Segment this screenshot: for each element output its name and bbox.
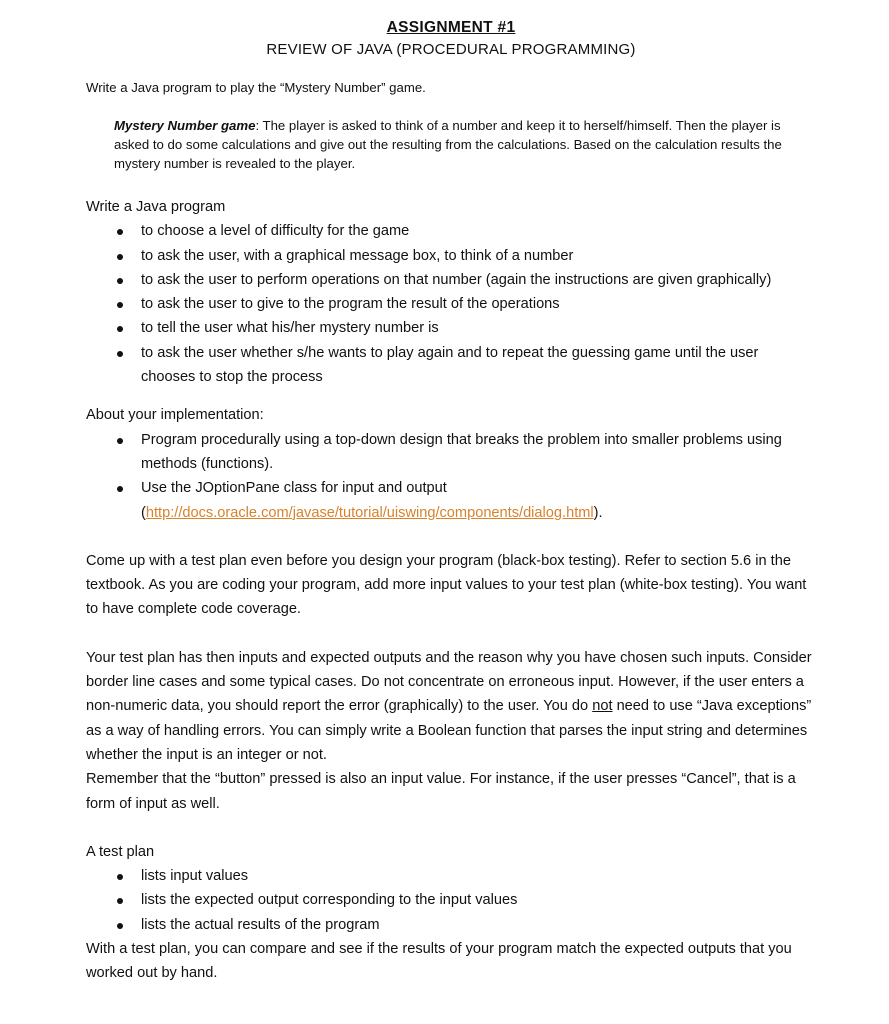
- game-description-label: Mystery Number game: [114, 118, 256, 133]
- game-description: [114, 116, 784, 173]
- testplan-closing: With a test plan, you can compare and see if the results of your program match the expected outputs that you worked out by hand.: [86, 941, 792, 982]
- link-close-paren: ).: [593, 504, 603, 521]
- document-page: [86, 18, 816, 986]
- assignment-subtitle: REVIEW OF JAVA (PROCEDURAL PROGRAMMING): [266, 41, 636, 58]
- testplan-list: [86, 864, 816, 937]
- list-item: Program procedurally using a top-down design that breaks the problem into smaller problems using methods (functions).: [86, 428, 806, 477]
- assignment-title: ASSIGNMENT #1: [386, 19, 516, 36]
- list-item: to ask the user to give to the program the result of the operations: [86, 292, 806, 316]
- implementation-heading: About your implementation:: [86, 407, 264, 424]
- testplan-heading: A test plan: [86, 843, 155, 860]
- joptionpane-text: Use the JOptionPane class for input and output: [141, 480, 447, 497]
- list-item: to ask the user whether s/he wants to play again and to repeat the guessing game until the user chooses to stop the process: [86, 341, 806, 390]
- test-inputs-text-b: need to use “Java exceptions” as a way of handling errors. You can simply write a Boolean function that parses the input string and determines whether the input is an integer or not.: [86, 698, 812, 763]
- button-input-paragraph: Remember that the “button” pressed is also an input value. For instance, if the user presses “Cancel”, that is a form of input as well.: [86, 771, 796, 812]
- list-item: to ask the user to perform operations on that number (again the instructions are given graphically): [86, 268, 806, 292]
- program-heading: Write a Java program: [86, 199, 226, 215]
- list-item: [86, 476, 806, 525]
- list-item: lists the actual results of the program: [86, 913, 806, 937]
- emphasis-not: not: [592, 698, 613, 715]
- list-item: lists the expected output corresponding to the input values: [86, 888, 806, 912]
- oracle-dialog-link[interactable]: http://docs.oracle.com/javase/tutorial/uiswing/components/dialog.html: [145, 504, 594, 521]
- intro-text: Write a Java program to play the “Mystery Number” game.: [86, 80, 426, 95]
- list-item: to ask the user, with a graphical message box, to think of a number: [86, 244, 806, 268]
- implementation-list: [86, 428, 816, 525]
- game-description-text: : The player is asked to think of a number and keep it to herself/himself. Then the player is asked to do some calculations and give out the resulting from the calculations. Based on the calculation results the mystery number is revealed to the player.: [114, 118, 782, 171]
- list-item: lists input values: [86, 864, 806, 888]
- test-inputs-paragraph: [86, 646, 816, 767]
- test-inputs-text-a: Your test plan has then inputs and expected outputs and the reason why you have chosen such inputs. Consider border line cases and some typical cases. Do not concentrate on erroneous input. However, if the user enters a non-numeric data, you should report the error (graphically) to the user. You do: [86, 649, 812, 715]
- program-requirements-list: [86, 219, 816, 389]
- list-item: to choose a level of difficulty for the game: [86, 219, 806, 243]
- test-plan-paragraph: Come up with a test plan even before you design your program (black-box testing). Refer to section 5.6 in the textbook. As you are coding your program, add more input values to your test plan (white-box testing). You want to have complete code coverage.: [86, 552, 807, 618]
- list-item: to tell the user what his/her mystery number is: [86, 316, 806, 340]
- link-open-paren: (: [141, 504, 146, 521]
